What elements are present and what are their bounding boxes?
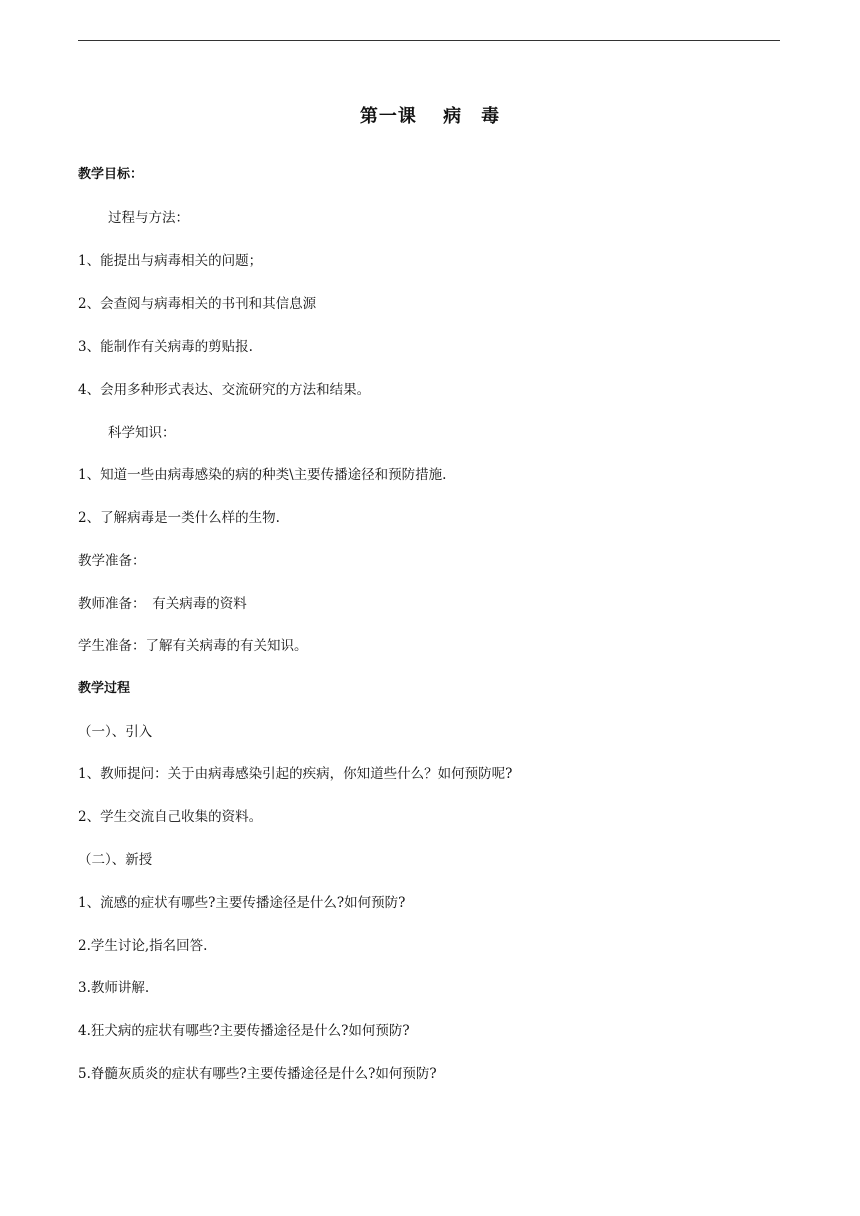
header-rule (78, 40, 780, 41)
subheading-process-methods: 过程与方法： (108, 210, 189, 226)
teacher-preparation: 教师准备： 有关病毒的资料 (78, 596, 247, 612)
step-heading-intro: （一）、引入 (78, 724, 153, 740)
objective-item: 2、会查阅与病毒相关的书刊和其信息源 (78, 296, 317, 312)
process-item: 3.教师讲解. (78, 980, 150, 996)
knowledge-item: 1、知道一些由病毒感染的病的种类\主要传播途径和预防措施. (78, 467, 447, 483)
student-preparation: 学生准备：了解有关病毒的有关知识。 (78, 638, 308, 654)
section-heading-objectives: 教学目标： (78, 167, 144, 182)
step-heading-new-lesson: （二）、新授 (78, 852, 153, 868)
process-item: 1、教师提问：关于由病毒感染引起的疾病，你知道些什么？如何预防呢? (78, 766, 513, 782)
section-heading-process: 教学过程 (78, 681, 131, 696)
section-heading-preparation: 教学准备： (78, 553, 146, 569)
process-item: 2、学生交流自己收集的资料。 (78, 809, 263, 825)
process-item: 1、流感的症状有哪些?主要传播途径是什么?如何预防? (78, 895, 406, 911)
objective-item: 4、会用多种形式表达、交流研究的方法和结果。 (78, 382, 371, 398)
subheading-science-knowledge: 科学知识： (108, 425, 176, 441)
lesson-title: 第一课 病 毒 (359, 106, 501, 127)
process-item: 5.脊髓灰质炎的症状有哪些?主要传播途径是什么?如何预防? (78, 1066, 437, 1082)
process-item: 4.狂犬病的症状有哪些?主要传播途径是什么?如何预防? (78, 1023, 410, 1039)
objective-item: 3、能制作有关病毒的剪贴报. (78, 339, 253, 355)
process-item: 2.学生讨论,指名回答. (78, 938, 208, 954)
knowledge-item: 2、了解病毒是一类什么样的生物. (78, 510, 280, 526)
objective-item: 1、能提出与病毒相关的问题； (78, 253, 263, 269)
